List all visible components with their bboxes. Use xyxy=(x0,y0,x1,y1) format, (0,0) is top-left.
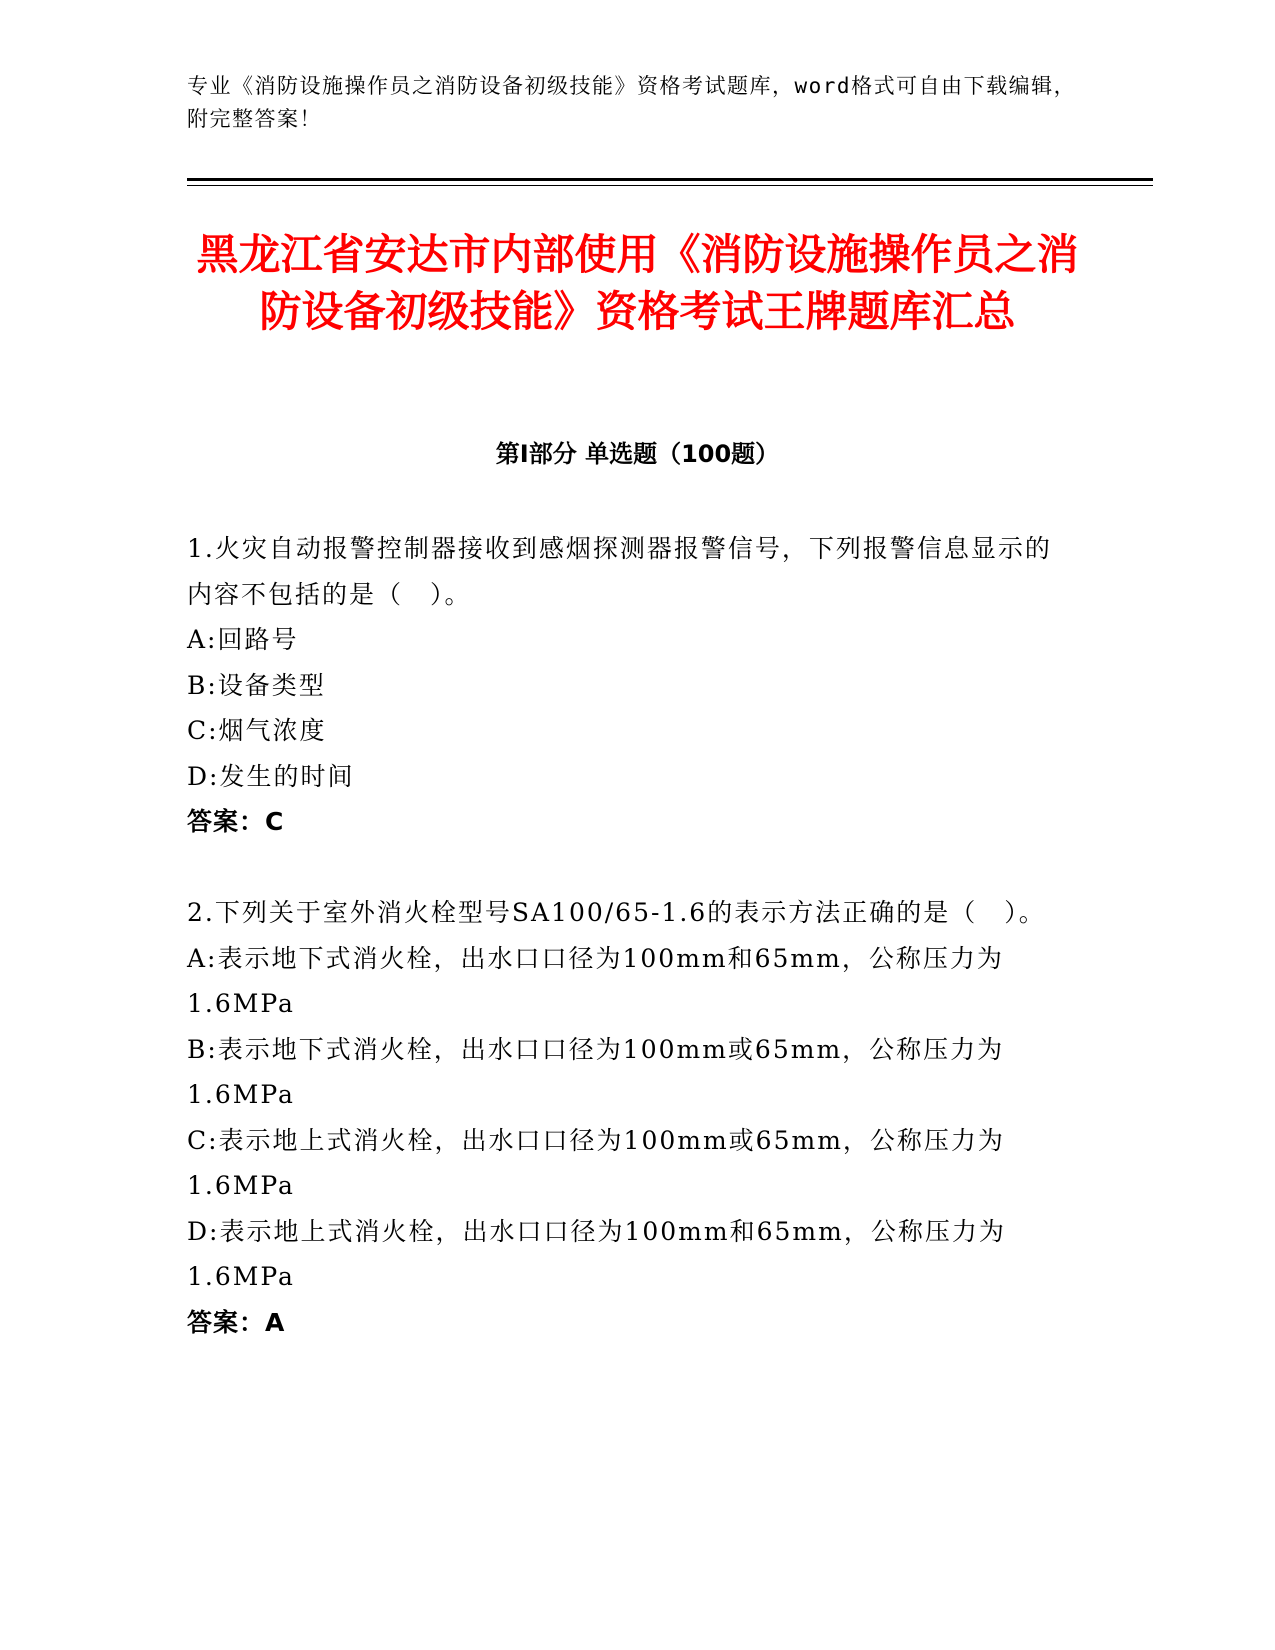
question-1 xyxy=(187,526,1067,845)
option-a: A:表示地下式消火栓，出水口口径为100mm和65mm，公称压力为1.6MPa xyxy=(187,943,1004,1018)
option-b: B:表示地下式消火栓，出水口口径为100mm或65mm，公称压力为1.6MPa xyxy=(187,1034,1005,1109)
answer: 答案：C xyxy=(187,807,285,836)
header-note: 专业《消防设施操作员之消防设备初级技能》资格考试题库，word格式可自由下载编辑，附完整答案！ xyxy=(187,74,1077,131)
header-divider-thin xyxy=(187,185,1153,186)
question-2 xyxy=(187,890,1067,1345)
option-d: D:发生的时间 xyxy=(187,761,355,791)
question-text: 2.下列关于室外消火栓型号SA100/65-1.6的表示方法正确的是（ ）。 xyxy=(187,898,1046,927)
option-d: D:表示地上式消火栓，出水口口径为100mm和65mm，公称压力为1.6MPa xyxy=(187,1216,1006,1291)
document-title: 黑龙江省安达市内部使用《消防设施操作员之消防设备初级技能》资格考试王牌题库汇总 xyxy=(196,230,1079,336)
answer: 答案：A xyxy=(187,1307,286,1337)
option-a: A:回路号 xyxy=(187,625,299,654)
option-c: C:烟气浓度 xyxy=(187,716,327,745)
question-text: 1.火灾自动报警控制器接收到感烟探测器报警信号，下列报警信息显示的内容不包括的是（ ）。 xyxy=(187,534,1052,609)
header-divider-thick xyxy=(187,178,1153,181)
section-title: 第Ⅰ部分 单选题（100题） xyxy=(495,440,780,468)
option-b: B:设备类型 xyxy=(187,670,326,700)
option-c: C:表示地上式消火栓，出水口口径为100mm或65mm，公称压力为1.6MPa xyxy=(187,1125,1005,1200)
